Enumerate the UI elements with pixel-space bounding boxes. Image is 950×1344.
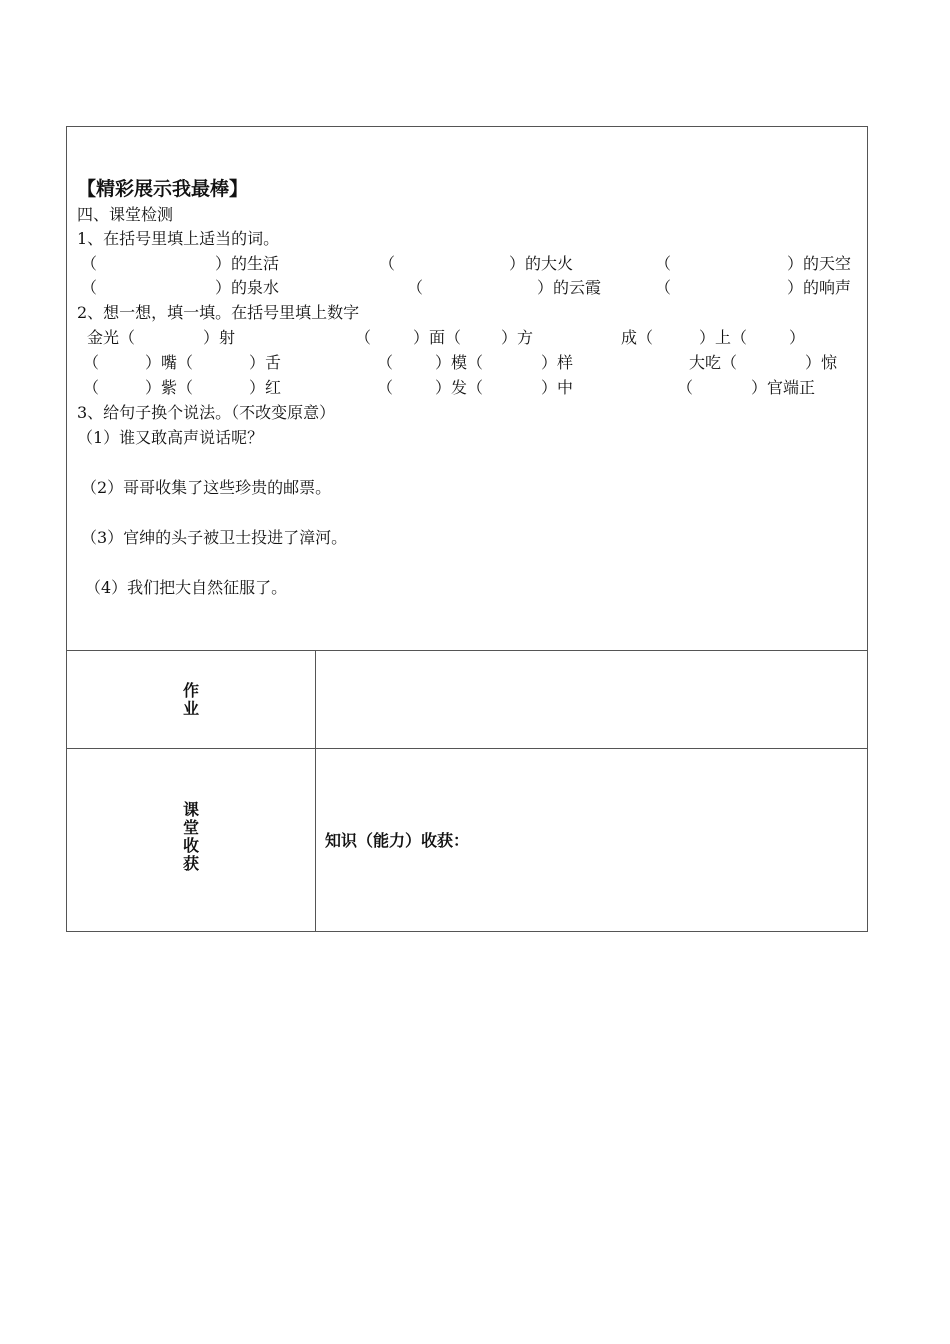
q2-text: ）方 (501, 328, 534, 347)
q2-text: 大吃（ (689, 353, 738, 372)
homework-label: 作业 (182, 681, 199, 718)
q2-text: ）红 (249, 378, 282, 397)
section-title: 【精彩展示我最棒】 (77, 178, 249, 200)
q3-item: （3）官绅的头子被卫士投进了漳河。 (81, 528, 348, 547)
q1-blank: （ (655, 254, 672, 273)
q2-text: ）模（ (435, 353, 484, 372)
q1-text: ）的云霞 (537, 278, 602, 297)
q2-text: ）上（ (699, 328, 748, 347)
q2-text: ）面（ (413, 328, 462, 347)
summary-label: 课堂收获 (182, 800, 199, 873)
summary-text: 知识（能力）收获： (325, 831, 470, 850)
q2-text: （ (677, 378, 694, 397)
q2-text: （ (83, 378, 100, 397)
q1-text: ）的生活 (215, 254, 280, 273)
q1-text: ）的响声 (787, 278, 852, 297)
q2-text: ）样 (541, 353, 574, 372)
q2-text: ）紫（ (145, 378, 194, 397)
q2-text: ）官端正 (751, 378, 816, 397)
q2-text: ）中 (541, 378, 574, 397)
q3-item: （4）我们把大自然征服了。 (85, 578, 288, 597)
q2-text: （ (83, 353, 100, 372)
q2-text: ） (789, 328, 806, 347)
q1-prompt: 1、在括号里填上适当的词。 (77, 229, 280, 248)
q1-text: ）的大火 (509, 254, 574, 273)
q2-text: ）射 (203, 328, 236, 347)
q1-blank: （ (81, 278, 98, 297)
q2-text: ）嘴（ (145, 353, 194, 372)
q2-text: （ (377, 353, 394, 372)
q2-text: （ (355, 328, 372, 347)
q3-item: （1）谁又敢高声说话呢？ (77, 428, 264, 447)
q3-item: （2）哥哥收集了这些珍贵的邮票。 (81, 478, 332, 497)
row-divider (67, 748, 867, 749)
q2-prompt: 2、想一想，填一填。在括号里填上数字 (77, 303, 360, 322)
part-heading: 四、课堂检测 (77, 205, 174, 224)
worksheet-table (66, 126, 868, 932)
q2-text: ）舌 (249, 353, 282, 372)
q1-blank: （ (655, 278, 672, 297)
q2-text: （ (377, 378, 394, 397)
q1-blank: （ (379, 254, 396, 273)
q1-text: ）的泉水 (215, 278, 280, 297)
homework-cell[interactable] (316, 651, 867, 748)
q3-prompt: 3、给句子换个说法。（不改变原意） (77, 403, 336, 422)
q1-blank: （ (81, 254, 98, 273)
q1-blank: （ (407, 278, 424, 297)
q2-text: ）发（ (435, 378, 484, 397)
q2-text: 成（ (621, 328, 654, 347)
q1-text: ）的天空 (787, 254, 852, 273)
q2-text: ）惊 (805, 353, 838, 372)
q2-text: 金光（ (87, 328, 136, 347)
